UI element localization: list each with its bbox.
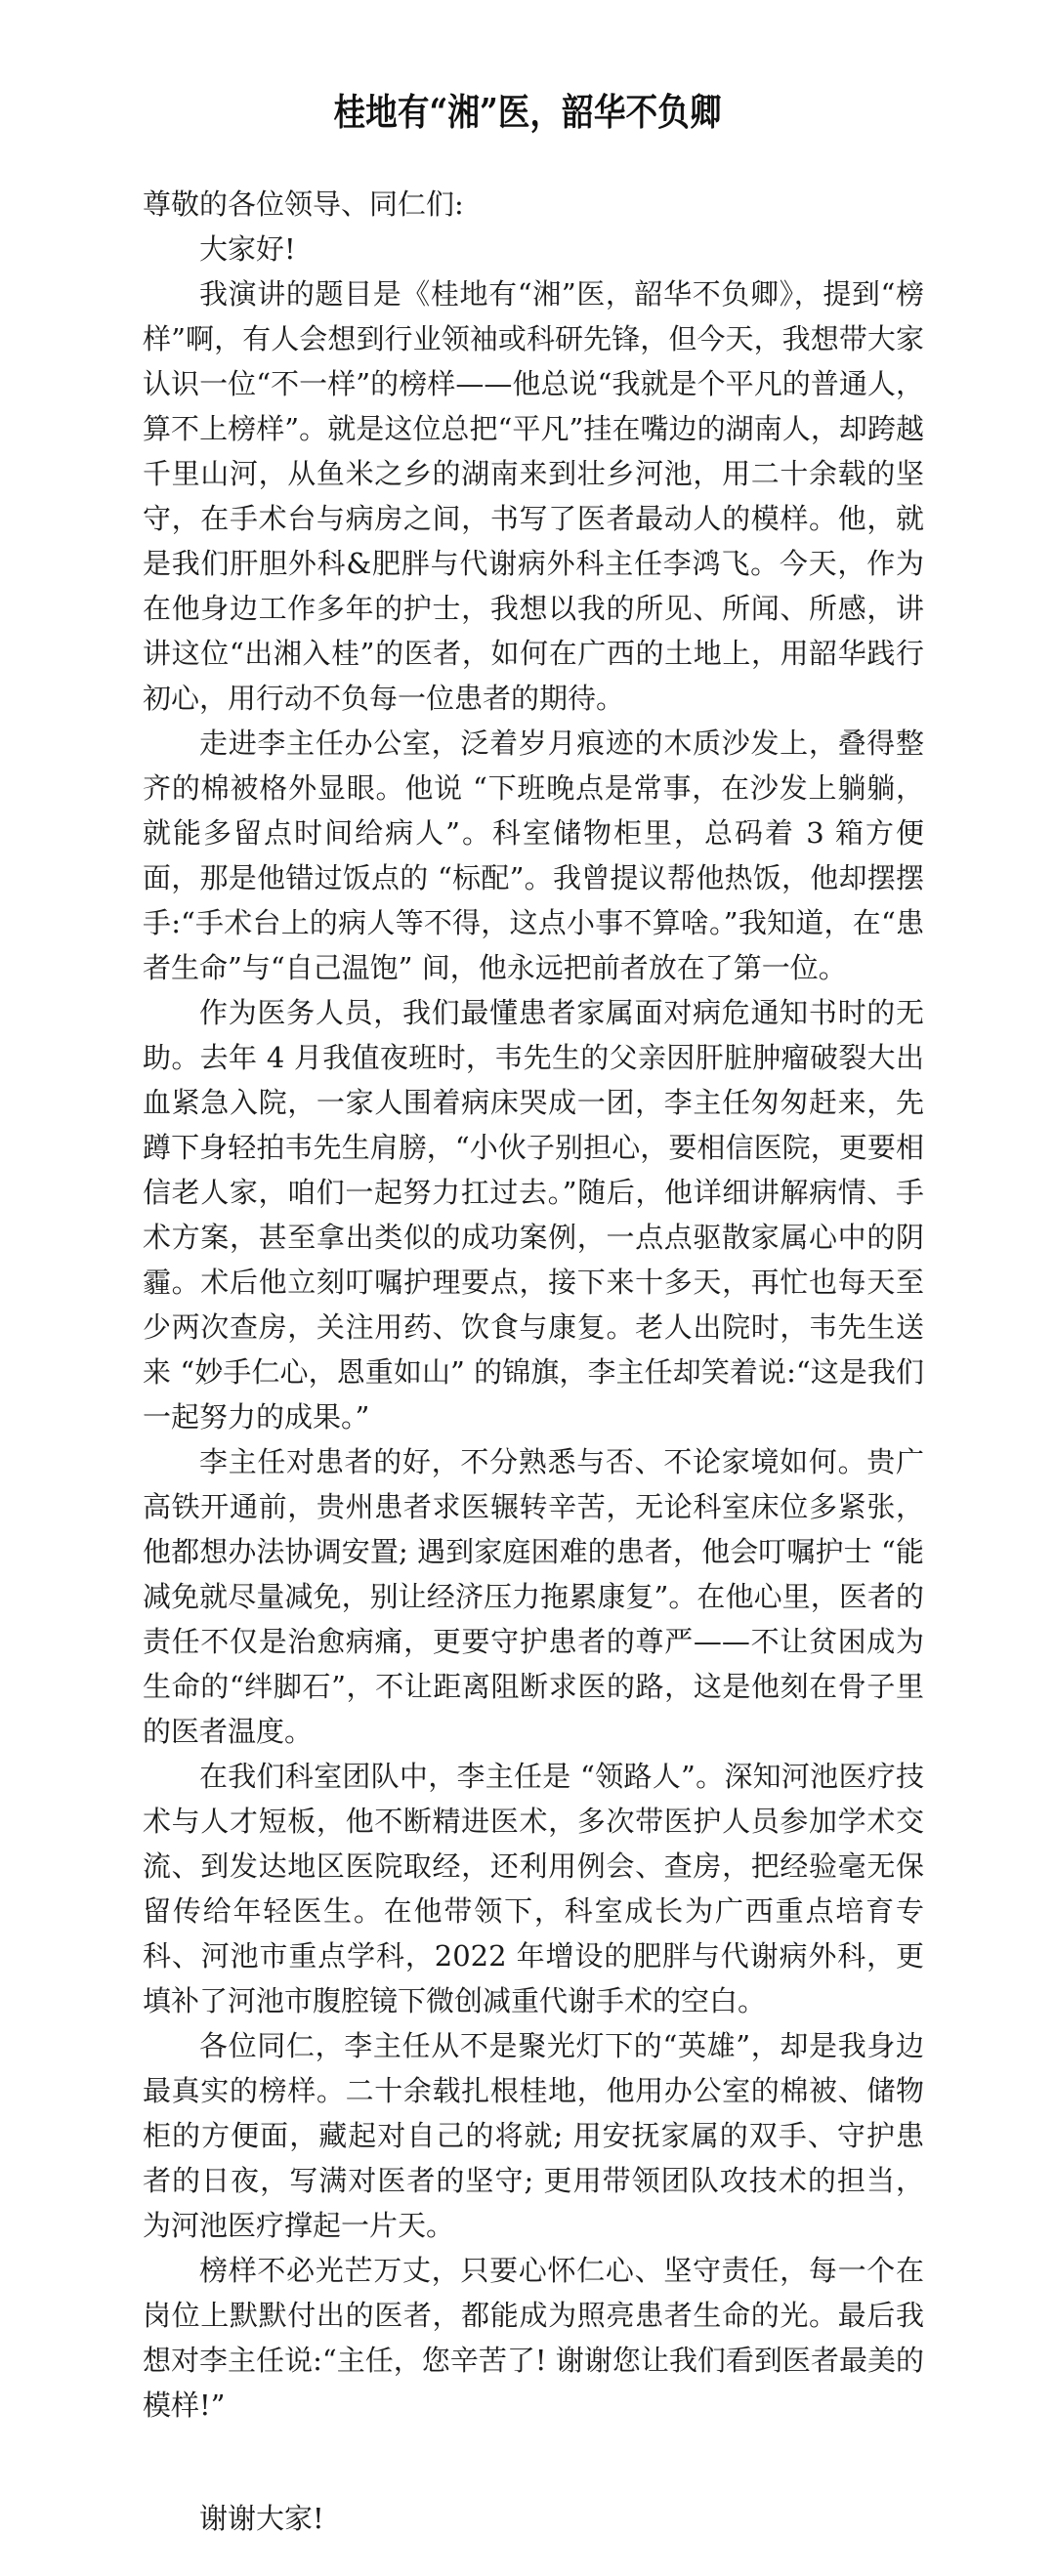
salutation: 尊敬的各位领导、同仁们:	[143, 187, 464, 221]
paragraph-intro: 我演讲的题目是《桂地有“湘”医，韶华不负卿》，提到“榜样”啊，有人会想到行业领袖或科研先锋，但今天，我想带大家认识一位“不一样”的榜样——他总说“我就是个平凡的普通人，算不上榜样”。就是这位总把“平凡”挂在嘴边的湖南人，却跨越千里山河，从鱼米之乡的湖南来到壮乡河池，用二十余载的坚守，在手术台与病房之间，书写了医者最动人的模样。他，就是我们肝胆外科&肥胖与代谢病外科主任李鸿飞。今天，作为在他身边工作多年的护士，我想以我的所见、所闻、所感，讲讲这位“出湘入桂”的医者，如何在广西的土地上，用韶华践行初心，用行动不负每一位患者的期待。	[143, 277, 924, 715]
closing-thanks: 谢谢大家!	[199, 2502, 324, 2535]
document-title: 桂地有“湘”医，韶华不负卿	[333, 90, 722, 134]
paragraph-care: 李主任对患者的好，不分熟悉与否、不论家境如何。贵广高铁开通前，贵州患者求医辗转辛苦，无论科室床位多紧张，他都想办法协调安置; 遇到家庭困难的患者，他会叮嘱护士 “能减免就尽量减免，别让经济压力拖累康复”。在他心里，医者的责任不仅是治愈病痛，更要守护患者的尊严——不让贫困成为生命的“绊脚石”，不让距离阻断求医的路，这是他刻在骨子里的医者温度。	[143, 1445, 924, 1748]
paragraph-conclusion: 榜样不必光芒万丈，只要心怀仁心、坚守责任，每一个在岗位上默默付出的医者，都能成为照亮患者生命的光。最后我想对李主任说:“主任，您辛苦了! 谢谢您让我们看到医者最美的模样!”	[143, 2254, 924, 2422]
paragraph-patient-story: 作为医务人员，我们最懂患者家属面对病危通知书时的无助。去年 4 月我值夜班时，韦先生的父亲因肝脏肿瘤破裂大出血紧急入院，一家人围着病床哭成一团，李主任匆匆赶来，先蹲下身轻拍韦先生肩膀，“小伙子别担心，要相信医院，更要相信老人家，咱们一起努力扛过去。”随后，他详细讲解病情、手术方案，甚至拿出类似的成功案例，一点点驱散家属心中的阴霾。术后他立刻叮嘱护理要点，接下来十多天，再忙也每天至少两次查房，关注用药、饮食与康复。老人出院时，韦先生送来 “妙手仁心，恩重如山” 的锦旗，李主任却笑着说:“这是我们一起努力的成果。”	[143, 996, 924, 1433]
paragraph-leadership: 在我们科室团队中，李主任是 “领路人”。深知河池医疗技术与人才短板，他不断精进医术，多次带医护人员参加学术交流、到发达地区医院取经，还利用例会、查房，把经验毫无保留传给年轻医生。在他带领下，科室成长为广西重点培育专科、河池市重点学科，2022 年增设的肥胖与代谢病外科，更填补了河池市腹腔镜下微创减重代谢手术的空白。	[143, 1760, 924, 2017]
paragraph-summary: 各位同仁，李主任从不是聚光灯下的“英雄”，却是我身边最真实的榜样。二十余载扎根桂地，他用办公室的棉被、储物柜的方便面，藏起对自己的将就; 用安抚家属的双手、守护患者的日夜，写满对医者的坚守; 更用带领团队攻技术的担当，为河池医疗撑起一片天。	[143, 2029, 924, 2242]
document-body	[143, 182, 924, 2541]
greeting: 大家好!	[199, 232, 296, 266]
paragraph-office: 走进李主任办公室，泛着岁月痕迹的木质沙发上，叠得整齐的棉被格外显眼。他说 “下班晚点是常事，在沙发上躺躺，就能多留点时间给病人”。科室储物柜里，总码着 3 箱方便面，那是他错过饭点的 “标配”。我曾提议帮他热饭，他却摆摆手:“手术台上的病人等不得，这点小事不算啥。”我知道，在“患者生命”与“自己温饱” 间，他永远把前者放在了第一位。	[143, 727, 924, 984]
